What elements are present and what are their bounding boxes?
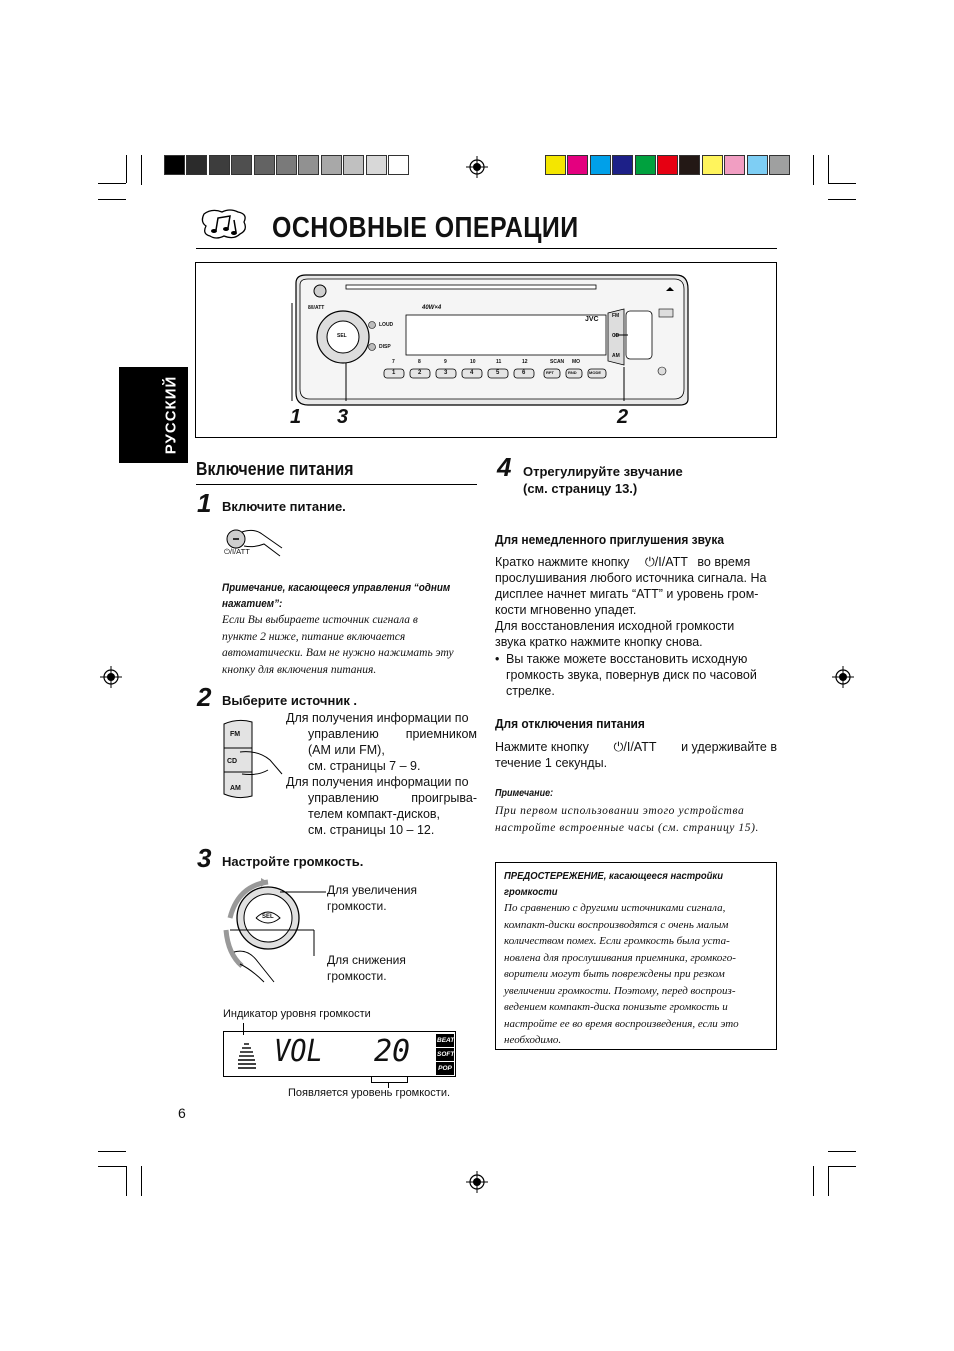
- preset-button: 3: [444, 370, 448, 376]
- text-line: управлению проигрыва-: [308, 791, 477, 805]
- volume-down-label: Для снижения громкости.: [327, 953, 406, 983]
- text-line: Для восстановления исходной громкости: [495, 619, 735, 633]
- step-2-number: 2: [197, 682, 212, 712]
- text-line: Если Вы выбираете источник сигнала в: [222, 614, 418, 626]
- head-unit-illustration: [196, 263, 775, 436]
- text-line: необходимо.: [504, 1034, 562, 1046]
- color-swatch: [657, 155, 678, 175]
- text-line: пункте 2 ниже, питание включается: [222, 630, 406, 643]
- text-line: дисплее начнет мигать “ATT” и уровень гром-: [495, 587, 759, 601]
- preset-button-labels: [384, 369, 614, 378]
- crop-mark: [828, 1151, 856, 1152]
- color-swatch: [545, 155, 566, 175]
- preset-top-label: 12: [522, 359, 528, 365]
- registration-mark-icon: [832, 666, 854, 688]
- mute-heading: Для немедленного приглушения звука: [495, 532, 724, 547]
- color-swatch: [186, 155, 207, 175]
- lcd-vol-value: 20: [374, 1034, 411, 1069]
- color-swatch: [164, 155, 185, 175]
- color-swatch: [635, 155, 656, 175]
- color-swatch: [769, 155, 790, 175]
- crop-mark: [98, 199, 126, 200]
- crop-mark: [828, 155, 829, 183]
- preset-top-label: 9: [444, 359, 447, 365]
- text-line: Для получения информации по: [286, 775, 469, 789]
- step-3-number: 3: [197, 843, 212, 873]
- color-swatch: [321, 155, 342, 175]
- volume-indicator-label: Индикатор уровня громкости: [223, 1008, 371, 1020]
- step-1-number: 1: [197, 488, 212, 518]
- text-line: прослушивания любого источника сигнала. На: [495, 571, 767, 585]
- crop-mark: [813, 1166, 814, 1196]
- color-swatch: [702, 155, 723, 175]
- sel-label: SEL: [337, 333, 347, 339]
- color-swatch: [567, 155, 588, 175]
- fm-key-label: FM: [612, 313, 620, 319]
- text-line: Для получения информации по: [286, 711, 469, 725]
- text-line: При первом использовании этого устройства: [495, 805, 745, 817]
- crop-mark: [98, 183, 126, 184]
- color-swatch: [612, 155, 633, 175]
- crop-mark: [98, 1166, 126, 1167]
- text-line: кнопку для включения питания.: [222, 663, 377, 676]
- power-off-line-1: Нажмите кнопку ⏻/I/ATT и удерживайте в: [495, 740, 777, 754]
- text-line: ворители могут быть повреждены при резком: [504, 968, 725, 980]
- music-notes-icon: [198, 208, 250, 242]
- preset-button: 5: [496, 370, 500, 376]
- step-1-title: Включите питание.: [222, 499, 346, 514]
- cd-key-label: CD: [612, 333, 620, 339]
- crop-mark: [828, 199, 856, 200]
- color-swatch: [209, 155, 230, 175]
- text-line: увеличении громкости. Поэтому, перед воспроиз-: [504, 984, 736, 997]
- lcd-mode-label: POP: [436, 1062, 454, 1075]
- page-number: 6: [178, 1105, 186, 1121]
- text-line: количеством помех. Если громкость была уста-: [504, 935, 730, 947]
- step-2-title: Выберите источник .: [222, 693, 358, 708]
- caution-title: ПРЕДОСТЕРЕЖЕНИЕ, касающееся настройки громкости: [504, 870, 723, 898]
- lcd-sound-modes: [436, 1034, 454, 1076]
- loud-label: LOUD: [379, 322, 394, 328]
- text-line: телем компакт-дисков,: [308, 807, 441, 821]
- power-button-press-icon: [222, 526, 286, 566]
- preset-button: 1: [392, 370, 396, 376]
- power-button-label: 8/I/ATT: [308, 305, 325, 311]
- preset-top-label: 11: [496, 359, 502, 365]
- preset-button: 2: [418, 370, 422, 376]
- crop-mark: [126, 1166, 127, 1196]
- text-line: управлению приемником: [308, 727, 477, 741]
- clock-note-title: Примечание:: [495, 788, 554, 799]
- crop-mark: [813, 155, 814, 185]
- mute-description: [495, 570, 780, 650]
- registration-mark-icon: [100, 666, 122, 688]
- language-tab: [119, 367, 188, 463]
- preset-button: RPT: [546, 370, 554, 375]
- cd-key: CD: [227, 758, 238, 765]
- crop-mark: [126, 155, 127, 183]
- lcd-mode-label: SOFT: [436, 1048, 454, 1061]
- text-line: настройте ее во время воспроизведения, если это: [504, 1017, 739, 1030]
- crop-mark: [141, 1166, 142, 1196]
- clock-note-body: [495, 803, 780, 836]
- callout-2: 2: [617, 406, 629, 428]
- disp-label: DISP: [379, 344, 391, 350]
- preset-top-label: MO: [572, 359, 581, 365]
- caution-body: [504, 900, 776, 1049]
- text-line: компакт-диски воспроизводятся с очень малым: [504, 918, 729, 931]
- am-key-label: AM: [612, 353, 620, 359]
- dial-sel-label: SEL: [262, 914, 274, 920]
- section-rule: [196, 484, 477, 485]
- text-line: см. страницы 7 – 9.: [308, 759, 421, 773]
- text-line: (AM или FM),: [308, 743, 385, 757]
- crop-mark: [98, 1151, 126, 1152]
- preset-button: 4: [470, 370, 474, 376]
- preset-top-labels: [392, 359, 612, 367]
- text-line: новлена для прослушивания приемника, громкого-: [504, 951, 736, 964]
- am-key: AM: [230, 785, 241, 792]
- text-line: ведением компакт-диска понизьте громкость и: [504, 1001, 728, 1013]
- color-swatch: [298, 155, 319, 175]
- preset-top-label: 7: [392, 359, 395, 365]
- caution-box: [495, 862, 777, 1050]
- section-title-power-on: Включение питания: [196, 459, 354, 479]
- step-4-number: 4: [497, 452, 512, 482]
- brand-label: JVC: [585, 316, 599, 323]
- mute-bullet: • Вы также можете восстановить исходную громкость звука, повернув диск по часовой стрелке.: [495, 652, 757, 698]
- color-swatch: [254, 155, 275, 175]
- one-touch-note-body: [222, 612, 482, 678]
- registration-mark-icon: [466, 156, 488, 178]
- one-touch-note-title: Примечание, касающееся управления “одним нажатием”:: [222, 582, 451, 610]
- volume-up-label: Для увеличения громкости.: [327, 883, 417, 913]
- preset-top-label: 8: [418, 359, 421, 365]
- preset-button: 6: [522, 370, 526, 376]
- power-off-line-2: течение 1 секунды.: [495, 756, 608, 770]
- color-swatch: [276, 155, 297, 175]
- step-2-description: [286, 710, 477, 838]
- preset-top-label: 10: [470, 359, 476, 365]
- lcd-vol-text: VOL: [274, 1034, 323, 1069]
- level-bracket: [371, 1076, 408, 1083]
- level-caption: Появляется уровень громкости.: [288, 1087, 451, 1099]
- power-button-caption: ⏻/I/ATT: [224, 547, 250, 556]
- preset-button: RND: [568, 370, 577, 375]
- title-rule: [196, 248, 777, 249]
- text-line: По сравнению с другими источниками сигнала,: [504, 902, 726, 914]
- crop-mark: [828, 1166, 856, 1167]
- text-line: настройте встроенные часы (см. страницу 15).: [495, 821, 760, 834]
- lcd-display: [223, 1031, 456, 1077]
- text-line: звука кратко нажмите кнопку снова.: [495, 635, 703, 649]
- crop-mark: [828, 1166, 829, 1196]
- preset-button: MODE: [589, 370, 601, 375]
- crop-mark: [828, 183, 856, 184]
- crop-mark: [141, 155, 142, 185]
- color-swatch: [747, 155, 768, 175]
- color-swatch: [366, 155, 387, 175]
- color-swatch: [590, 155, 611, 175]
- lcd-mode-label: BEAT: [436, 1034, 454, 1047]
- power-att-button-ref: ⏻/I/ATT: [644, 555, 688, 569]
- step-3-title: Настройте громкость.: [222, 854, 364, 869]
- output-label: 40W×4: [422, 305, 442, 311]
- callout-3: 3: [337, 406, 349, 428]
- preset-top-label: SCAN: [550, 359, 565, 365]
- color-swatch: [231, 155, 252, 175]
- text-line: кости мгновенно упадет.: [495, 603, 637, 617]
- text-line: см. страницы 10 – 12.: [308, 823, 435, 837]
- step-4-title: Отрегулируйте звучание (см. страницу 13.): [523, 464, 683, 496]
- head-unit-diagram: [195, 262, 777, 438]
- language-tab-label: РУССКИЙ: [162, 375, 180, 455]
- color-swatch: [679, 155, 700, 175]
- page-title: ОСНОВНЫЕ ОПЕРАЦИИ: [272, 212, 579, 244]
- callout-1: 1: [290, 406, 302, 428]
- color-swatch: [724, 155, 745, 175]
- power-att-button-ref: ⏻/I/ATT: [613, 740, 657, 754]
- text-line: автоматически. Вам не нужно нажимать эту: [222, 647, 454, 659]
- registration-mark-icon: [466, 1171, 488, 1193]
- power-off-heading: Для отключения питания: [495, 716, 645, 731]
- mute-line-1: Кратко нажмите кнопку ⏻/I/ATT во время: [495, 555, 751, 569]
- volume-level-bars-icon: [234, 1038, 260, 1070]
- fm-key: FM: [230, 731, 241, 738]
- color-swatch: [388, 155, 409, 175]
- color-swatch: [343, 155, 364, 175]
- volume-dial-icon: [218, 878, 328, 984]
